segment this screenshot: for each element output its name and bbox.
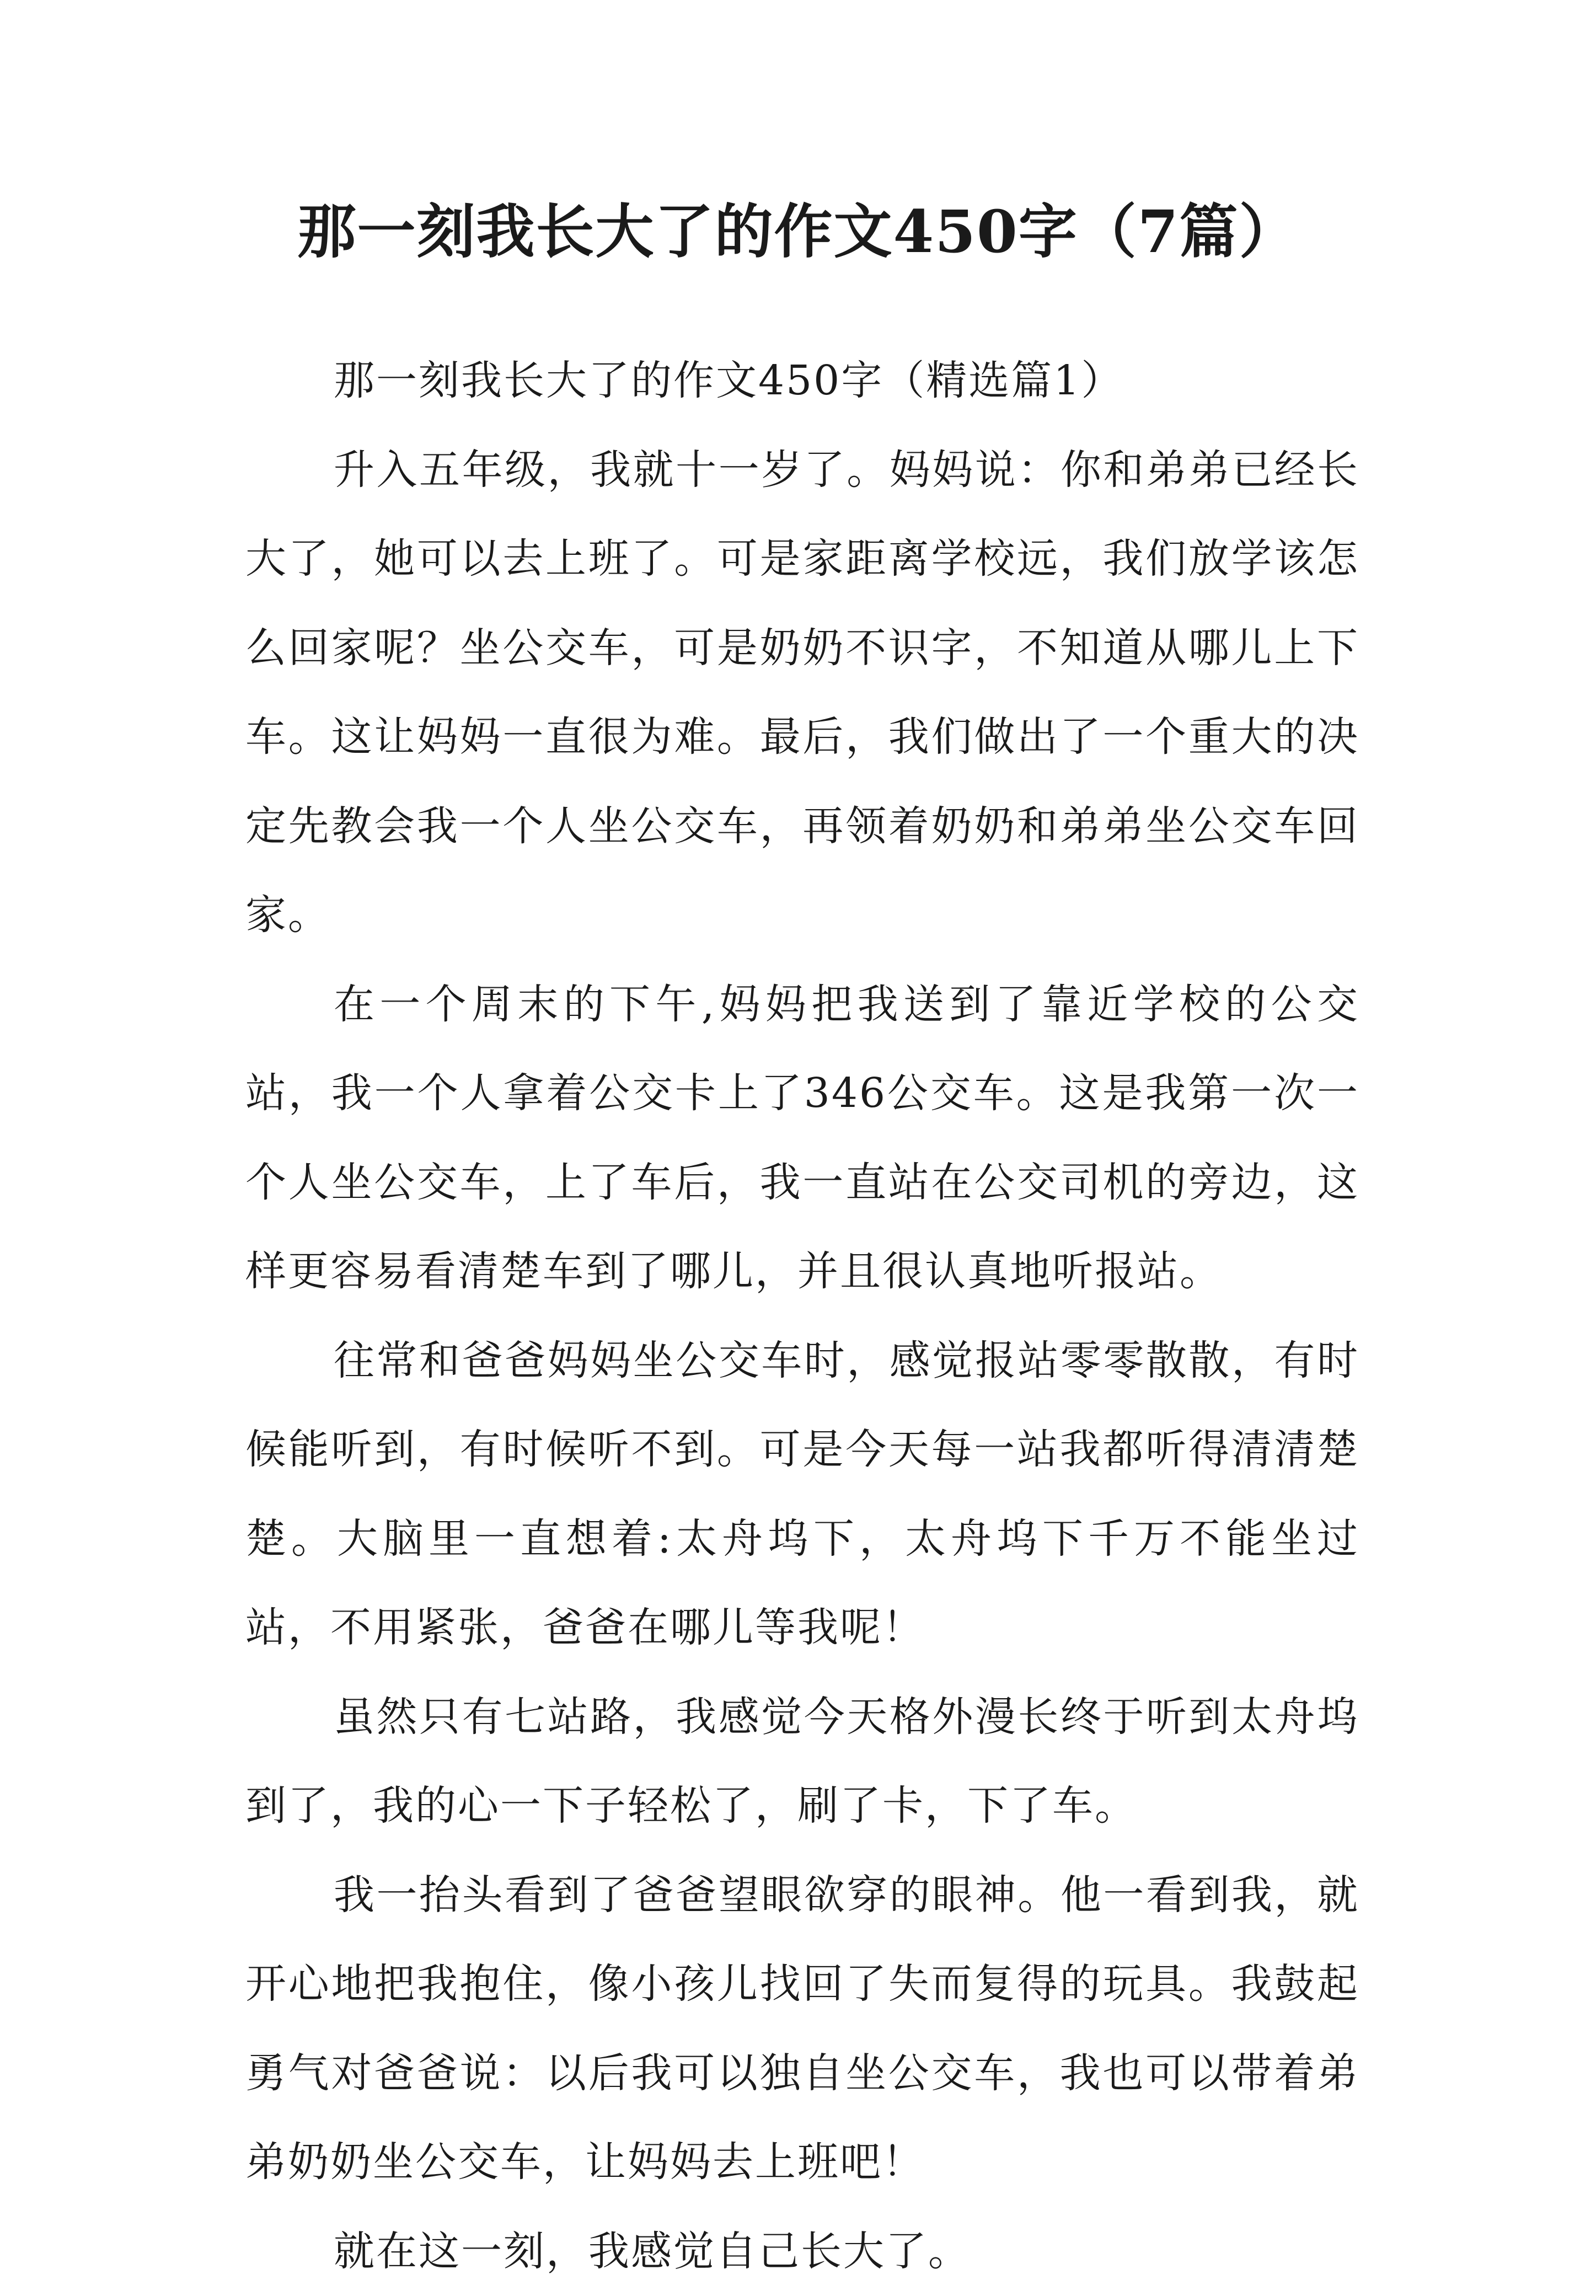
document-title: 那一刻我长大了的作文450字（7篇）: [0, 190, 1596, 273]
body-paragraph: 往常和爸爸妈妈坐公交车时，感觉报站零零散散，有时候能听到，有时候听不到。可是今天每一站我都听得清清楚楚。大脑里一直想着:太舟坞下，太舟坞下千万不能坐过站，不用紧张，爸爸在哪儿等我呢！: [245, 1316, 1359, 1673]
document-body: [245, 336, 1359, 2296]
body-paragraph: 就在这一刻，我感觉自己长大了。: [245, 2207, 1359, 2296]
section-heading: 那一刻我长大了的作文450字（精选篇1）: [245, 336, 1359, 426]
body-paragraph: 我一抬头看到了爸爸望眼欲穿的眼神。他一看到我，就开心地把我抱住，像小孩儿找回了失而复得的玩具。我鼓起勇气对爸爸说：以后我可以独自坐公交车，我也可以带着弟弟奶奶坐公交车，让妈妈去上班吧！: [245, 1851, 1359, 2207]
body-paragraph: 在一个周末的下午,妈妈把我送到了靠近学校的公交站，我一个人拿着公交卡上了346公交车。这是我第一次一个人坐公交车，上了车后，我一直站在公交司机的旁边，这样更容易看清楚车到了哪儿，并且很认真地听报站。: [245, 960, 1359, 1316]
body-paragraph: 升入五年级，我就十一岁了。妈妈说：你和弟弟已经长大了，她可以去上班了。可是家距离学校远，我们放学该怎么回家呢？坐公交车，可是奶奶不识字，不知道从哪儿上下车。这让妈妈一直很为难。最后，我们做出了一个重大的决定先教会我一个人坐公交车，再领着奶奶和弟弟坐公交车回家。: [245, 426, 1359, 960]
body-paragraph: 虽然只有七站路，我感觉今天格外漫长终于听到太舟坞到了，我的心一下子轻松了，刷了卡，下了车。: [245, 1673, 1359, 1851]
